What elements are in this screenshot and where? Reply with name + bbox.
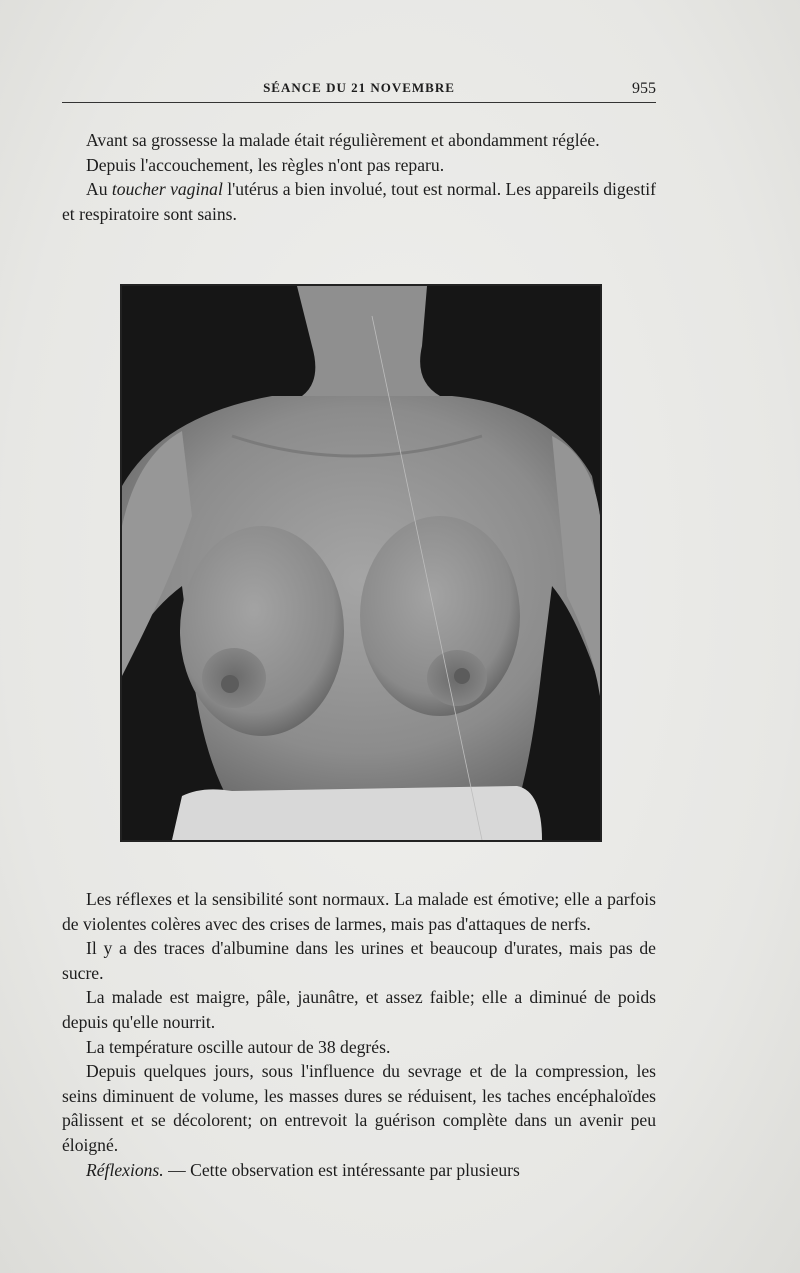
paragraph: La température oscille autour de 38 degrés. — [86, 1036, 391, 1057]
paragraph: La malade est maigre, pâle, jaunâtre, et assez faible; elle a diminué de poids depuis qu'elle nourrit. — [62, 987, 656, 1032]
page-header — [62, 80, 656, 103]
italic-term: Réflexions. — [86, 1159, 164, 1180]
italic-term: toucher vaginal — [111, 179, 223, 200]
paragraph — [62, 177, 656, 226]
paragraph-text: — Cette observation est intéressante par plusieurs — [168, 1159, 520, 1180]
paragraph — [62, 1158, 656, 1183]
paragraph: Avant sa grossesse la malade était régulièrement et abondamment réglée. — [86, 130, 600, 150]
page-number: 955 — [632, 80, 656, 97]
photograph-figure — [120, 284, 602, 842]
toucher-label: Au — [86, 179, 108, 200]
paragraph: Depuis quelques jours, sous l'influence du sevrage et de la compression, les seins diminuent de volume, les masses dures se réduisent, les taches encéphaloïdes pâlissent et se décolorent; on entrevoit la guérison complète dans un avenir peu éloigné. — [62, 1061, 656, 1155]
paragraph: Les réflexes et la sensibilité sont normaux. La malade est émotive; elle a parfois de violentes colères avec des crises de larmes, mais pas d'attaques de nerfs. — [62, 889, 656, 934]
text-block-bottom — [62, 887, 656, 1182]
paragraph-text: l'utérus a bien involué, tout est normal. Les appareils digestif et respiratoire sont sains. — [62, 179, 656, 224]
paragraph: Depuis l'accouchement, les règles n'ont pas reparu. — [86, 154, 445, 175]
photograph-image — [122, 286, 600, 840]
running-title: SÉANCE DU 21 NOVEMBRE — [263, 80, 455, 95]
text-block-top — [62, 128, 656, 226]
paragraph: Il y a des traces d'albumine dans les urines et beaucoup d'urates, mais pas de sucre. — [62, 938, 656, 983]
